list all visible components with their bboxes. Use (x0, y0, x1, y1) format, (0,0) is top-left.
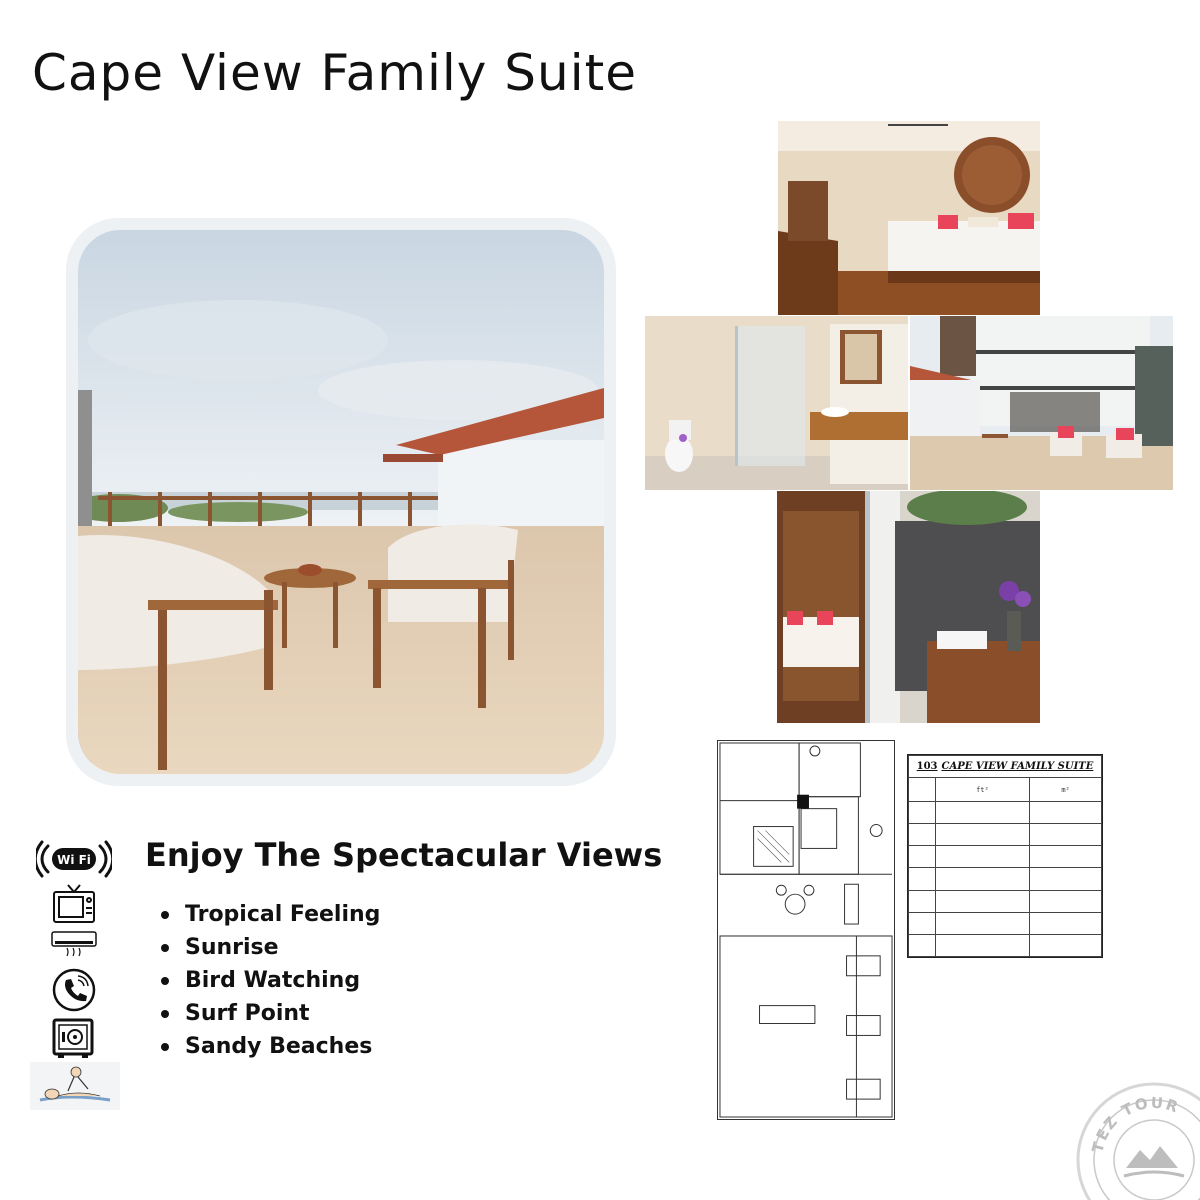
list-item: Sandy Beaches (160, 1030, 380, 1063)
floor-plan-drawing (717, 740, 895, 1120)
telephone-icon (52, 968, 96, 1012)
tez-tour-watermark (1074, 1080, 1200, 1200)
views-heading: Enjoy The Spectacular Views (145, 836, 663, 874)
list-item: Surf Point (160, 997, 380, 1030)
area-table-ft-header: ft² (935, 778, 1029, 802)
bathroom-photo (645, 316, 908, 490)
list-item: Sunrise (160, 931, 380, 964)
table-row (909, 846, 1102, 868)
table-row (909, 824, 1102, 846)
area-table-suite-name: CAPE VIEW FAMILY SUITE (941, 761, 1094, 772)
watermark-brand: TEZ TOUR (1088, 1093, 1183, 1155)
hero-photo-frame (66, 218, 616, 786)
massage-icon (30, 1062, 120, 1110)
area-table-m-header: m² (1030, 778, 1102, 802)
air-conditioner-icon (51, 930, 97, 958)
table-row (909, 912, 1102, 934)
bedroom-photo (778, 121, 1040, 315)
tv-icon (52, 884, 96, 924)
table-row (909, 890, 1102, 912)
table-row (909, 868, 1102, 890)
wifi-icon (36, 838, 112, 880)
safe-icon (52, 1018, 94, 1060)
villa-exterior-photo (910, 316, 1173, 490)
floor-area-table (907, 754, 1103, 958)
table-row (909, 934, 1102, 956)
table-row (909, 802, 1102, 824)
list-item: Tropical Feeling (160, 898, 380, 931)
wifi-label: Wi Fi (57, 853, 91, 867)
area-table-title (909, 756, 1102, 778)
page-title: Cape View Family Suite (32, 44, 637, 102)
outdoor-shower-photo (777, 491, 1040, 723)
views-list (160, 898, 380, 1063)
area-table-label-header (909, 778, 936, 802)
list-item: Bird Watching (160, 964, 380, 997)
terrace-photo (78, 230, 604, 774)
area-table-unit-number: 103 (916, 761, 938, 772)
